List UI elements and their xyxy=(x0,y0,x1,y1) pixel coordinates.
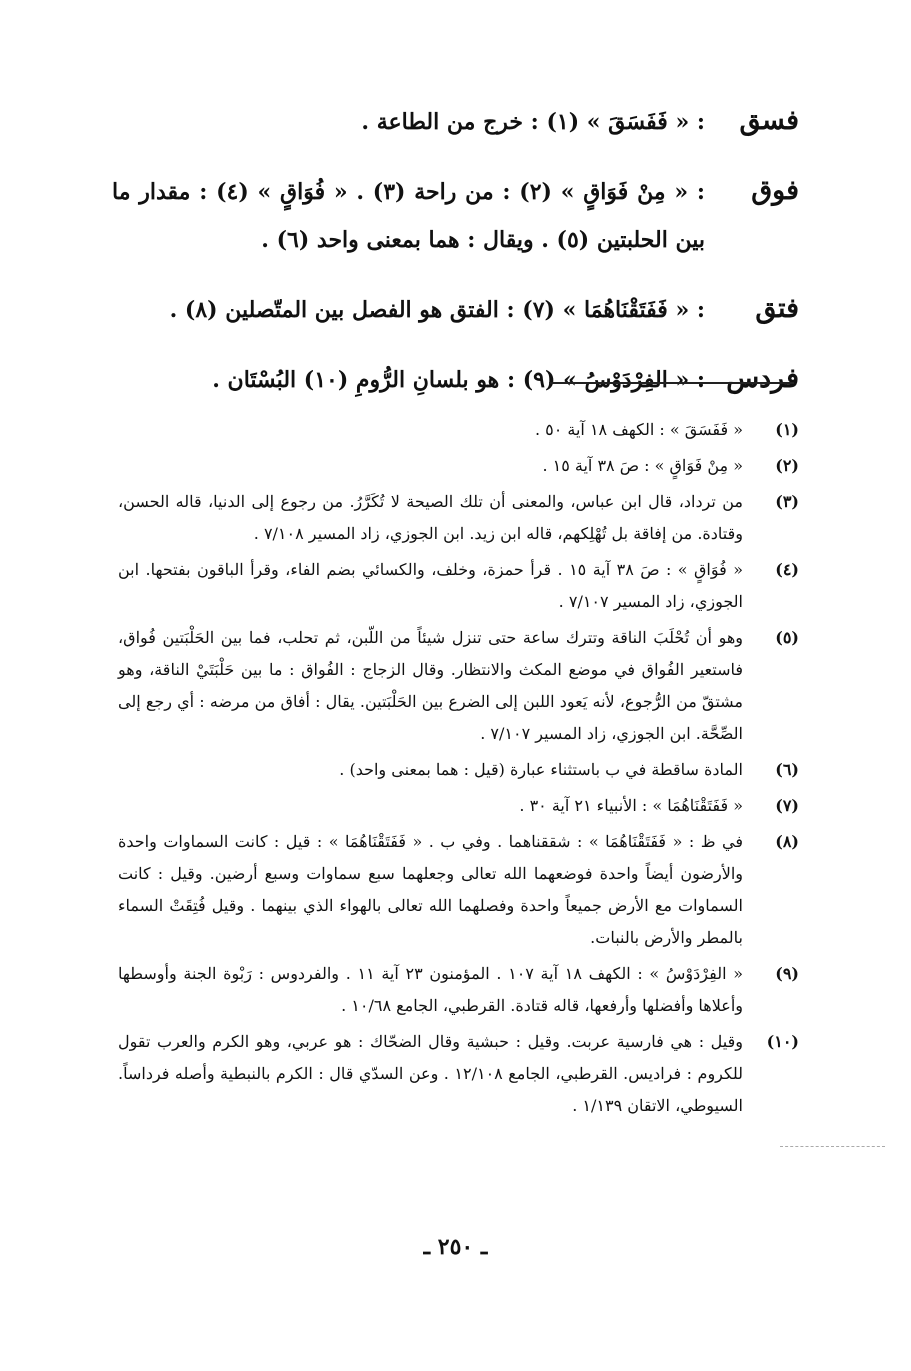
page-number: ـ ٢٥٠ ـ xyxy=(423,1234,488,1260)
footnote-item xyxy=(118,554,799,618)
footnote-text: « فَفَتَقْنَاهُمَا » : الأنبياء ٢١ آية ٣٠ . xyxy=(519,796,743,815)
entry-definition: : « مِنْ فَوَاقٍ » (٢) : من راحة (٣) . « فُوَاقٍ » (٤) : مقدار ما بين الحلبتين (٥) . ويقال : هما بمعنى واحد (٦) . xyxy=(112,179,705,253)
entry-definition: : « فَفَتَقْنَاهُمَا » (٧) : الفتق هو الفصل بين المتّصلين (٨) . xyxy=(169,297,705,323)
footnote-text: « فُوَاقٍ » : صَ ٣٨ آية ١٥ . قرأ حمزة، وخلف، والكسائي بضم الفاء، وقرأ الباقون بفتحها. ابن الجوزي، زاد المسير ٧/١٠٧ . xyxy=(118,560,743,611)
footnote-item xyxy=(118,958,799,1022)
footnote-text: المادة ساقطة في ب باستثناء عبارة (قيل : هما بمعنى واحد) . xyxy=(339,760,743,779)
entry-fsq xyxy=(112,98,799,146)
footnote-text: « مِنْ فَوَاقٍ » : صَ ٣٨ آية ١٥ . xyxy=(542,456,743,475)
footnote-number: (٢) xyxy=(775,456,799,475)
footnote-text: « الفِرْدَوْسُ » : الكهف ١٨ آية ١٠٧ . المؤمنون ٢٣ آية ١١ . والفردوس : رَبْوة الجنة وأوسطها وأعلاها وأفضلها وأرفعها، قاله قتادة. القرطبي، الجامع ١٠/٦٨ . xyxy=(118,964,744,1015)
footnote-number: (٣) xyxy=(775,492,799,511)
footnote-item xyxy=(118,414,799,446)
footnote-item xyxy=(118,486,799,550)
footnote-item xyxy=(118,826,799,954)
footnote-number: (١) xyxy=(775,420,799,439)
footnote-item xyxy=(118,1026,799,1122)
footnote-text: وقيل : هي فارسية عربت. وقيل : حبشية وقال الضحّاك : هو عربي، وهو الكرم والعرب تقول للكروم : فراديس. القرطبي، الجامع ١٢/١٠٨ . وعن السدّي قال : الكرم بالنبطية وأصله فرداساً. السيوطي، الاتقان ١/١٣٩ . xyxy=(118,1032,744,1115)
entry-definition: : « الفِرْدَوْسُ » (٩) : هو بلسانِ الرُّومِ (١٠) البُسْتَان . xyxy=(212,367,705,393)
footnote-number: (٦) xyxy=(775,760,799,779)
footnote-number: (٧) xyxy=(775,796,799,815)
entry-definition: : « فَفَسَقَ » (١) : خرج من الطاعة . xyxy=(361,109,705,135)
dictionary-entries xyxy=(112,98,799,426)
footnote-divider xyxy=(549,382,794,384)
footnotes xyxy=(118,414,799,1126)
entry-headword: فسق xyxy=(739,105,799,136)
footnote-item xyxy=(118,450,799,482)
entry-frds xyxy=(112,356,799,404)
footnote-number: (١٠) xyxy=(766,1032,799,1051)
entry-headword: فوق xyxy=(751,175,799,206)
footnote-item xyxy=(118,622,799,750)
footnote-number: (٩) xyxy=(775,964,799,983)
margin-scan-mark xyxy=(780,1146,885,1147)
footnote-text: وهو أن تُحْلَبَ الناقة وتترك ساعة حتى تنزل شيئاً من اللّبن، ثم تحلب، فما بين الحَلْبَتين فُواق، فاستعير الفُواق في موضع المكث والانتظار. وقال الزجاج : الفُواق : ما بين حَلْبَتَيْ الناقة، وهو مشتقّ من الرُّجوع، لأنه يَعود اللبن إلى الضرع بين الحَلْبَتين. يقال : أفاق من مرضه : أي رجع إلى الصِّحَّة. ابن الجوزي، زاد المسير ٧/١٠٧ . xyxy=(118,628,743,743)
entry-headword: فتق xyxy=(755,293,799,324)
footnote-item xyxy=(118,754,799,786)
footnote-number: (٤) xyxy=(775,560,799,579)
entry-ftq xyxy=(112,286,799,334)
footnote-number: (٨) xyxy=(775,832,799,851)
footnote-text: في ظ : « فَفَتَقْنَاهُمَا » : شققناهما . وفي ب . « فَفَتَقْنَاهُمَا » : قيل : كانت السماوات واحدة والأرضون أيضاً واحدة فوضعهما الله تعالى وجعلهما سبع سماوات وسبع أرضين. وقيل : كانت السماوات مع الأرض جميعاً واحدة وفصلهما الله تعالى بالهواء الذي بينهما . وقيل فُتِقَتْ السماء بالمطر والأرض بالنبات. xyxy=(118,832,743,947)
footnote-text: « فَفَسَقَ » : الكهف ١٨ آية ٥٠ . xyxy=(534,420,743,439)
entry-fwq xyxy=(112,168,799,264)
entry-headword: فردس xyxy=(726,363,799,394)
footnote-item xyxy=(118,790,799,822)
footnote-text: من ترداد، قال ابن عباس، والمعنى أن تلك الصيحة لا تُكَرَّرُ. من رجوع إلى الدنيا، قاله الحسن، وقتادة. من إفاقة بل تُهْلِكهم، قاله ابن زيد. ابن الجوزي، زاد المسير ٧/١٠٨ . xyxy=(118,492,743,543)
footnote-number: (٥) xyxy=(775,628,799,647)
